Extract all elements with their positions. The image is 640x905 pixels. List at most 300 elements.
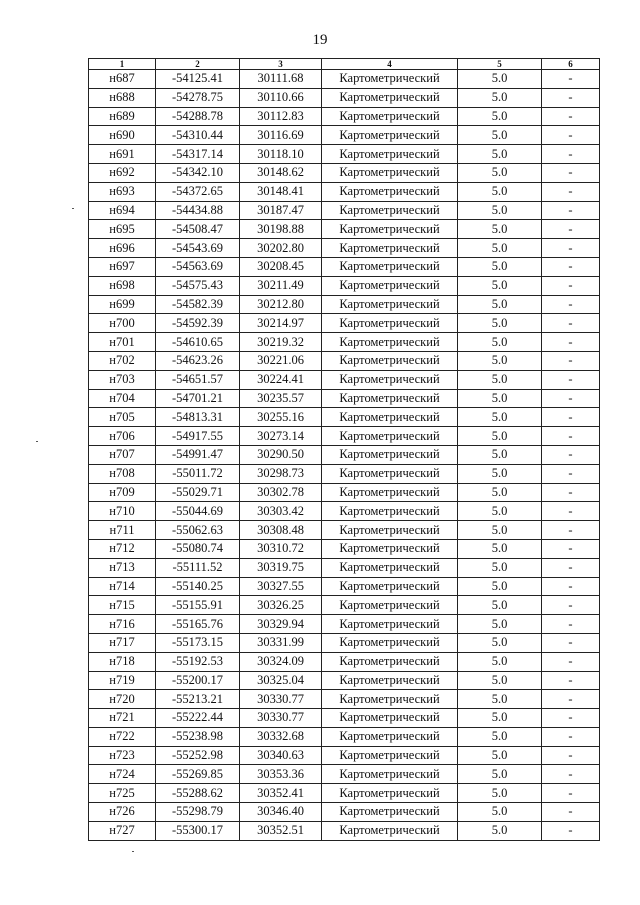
accuracy-cell: 5.0 [458,88,542,107]
accuracy-cell: 5.0 [458,408,542,427]
note-cell: - [542,821,600,840]
x-coordinate-cell: -54623.26 [156,351,240,370]
method-cell: Картометрический [322,483,458,502]
note-cell: - [542,709,600,728]
x-coordinate-cell: -54543.69 [156,239,240,258]
accuracy-cell: 5.0 [458,314,542,333]
y-coordinate-cell: 30329.94 [240,615,322,634]
point-id-cell: н703 [89,370,156,389]
x-coordinate-cell: -54508.47 [156,220,240,239]
point-id-cell: н693 [89,182,156,201]
point-id-cell: н694 [89,201,156,220]
y-coordinate-cell: 30235.57 [240,389,322,408]
method-cell: Картометрический [322,370,458,389]
y-coordinate-cell: 30224.41 [240,370,322,389]
method-cell: Картометрический [322,615,458,634]
accuracy-cell: 5.0 [458,615,542,634]
note-cell: - [542,276,600,295]
point-id-cell: н709 [89,483,156,502]
table-row [89,577,600,596]
method-cell: Картометрический [322,257,458,276]
note-cell: - [542,803,600,822]
x-coordinate-cell: -55298.79 [156,803,240,822]
point-id-cell: н705 [89,408,156,427]
table-row [89,483,600,502]
table-row [89,126,600,145]
page-number: 19 [312,32,328,48]
note-cell: - [542,765,600,784]
note-cell: - [542,427,600,446]
note-cell: - [542,70,600,89]
x-coordinate-cell: -55029.71 [156,483,240,502]
y-coordinate-cell: 30112.83 [240,107,322,126]
table-row [89,445,600,464]
method-cell: Картометрический [322,182,458,201]
method-cell: Картометрический [322,690,458,709]
point-id-cell: н717 [89,633,156,652]
y-coordinate-cell: 30214.97 [240,314,322,333]
y-coordinate-cell: 30208.45 [240,257,322,276]
point-id-cell: н715 [89,596,156,615]
table-row [89,746,600,765]
point-id-cell: н698 [89,276,156,295]
point-id-cell: н689 [89,107,156,126]
method-cell: Картометрический [322,427,458,446]
accuracy-cell: 5.0 [458,727,542,746]
note-cell: - [542,163,600,182]
y-coordinate-cell: 30148.62 [240,163,322,182]
y-coordinate-cell: 30332.68 [240,727,322,746]
column-header-accuracy: 5 [458,59,542,70]
note-cell: - [542,727,600,746]
y-coordinate-cell: 30327.55 [240,577,322,596]
table-row [89,107,600,126]
table-row [89,295,600,314]
x-coordinate-cell: -55222.44 [156,709,240,728]
note-cell: - [542,483,600,502]
table-row [89,709,600,728]
note-cell: - [542,220,600,239]
x-coordinate-cell: -55213.21 [156,690,240,709]
method-cell: Картометрический [322,295,458,314]
method-cell: Картометрический [322,88,458,107]
accuracy-cell: 5.0 [458,257,542,276]
note-cell: - [542,746,600,765]
note-cell: - [542,633,600,652]
table-row [89,784,600,803]
method-cell: Картометрический [322,145,458,164]
accuracy-cell: 5.0 [458,70,542,89]
x-coordinate-cell: -54813.31 [156,408,240,427]
x-coordinate-cell: -55192.53 [156,652,240,671]
note-cell: - [542,521,600,540]
method-cell: Картометрический [322,539,458,558]
coordinates-table [88,58,600,841]
point-id-cell: н708 [89,464,156,483]
point-id-cell: н720 [89,690,156,709]
method-cell: Картометрический [322,727,458,746]
y-coordinate-cell: 30110.66 [240,88,322,107]
x-coordinate-cell: -55238.98 [156,727,240,746]
point-id-cell: н701 [89,333,156,352]
y-coordinate-cell: 30346.40 [240,803,322,822]
y-coordinate-cell: 30324.09 [240,652,322,671]
x-coordinate-cell: -55080.74 [156,539,240,558]
y-coordinate-cell: 30273.14 [240,427,322,446]
table-row [89,239,600,258]
note-cell: - [542,784,600,803]
y-coordinate-cell: 30116.69 [240,126,322,145]
x-coordinate-cell: -55011.72 [156,464,240,483]
y-coordinate-cell: 30148.41 [240,182,322,201]
accuracy-cell: 5.0 [458,389,542,408]
x-coordinate-cell: -54991.47 [156,445,240,464]
table-row [89,257,600,276]
table-row [89,596,600,615]
x-coordinate-cell: -54917.55 [156,427,240,446]
table-row [89,690,600,709]
note-cell: - [542,182,600,201]
y-coordinate-cell: 30326.25 [240,596,322,615]
accuracy-cell: 5.0 [458,239,542,258]
table-row [89,652,600,671]
accuracy-cell: 5.0 [458,333,542,352]
point-id-cell: н710 [89,502,156,521]
column-header-x: 2 [156,59,240,70]
method-cell: Картометрический [322,521,458,540]
method-cell: Картометрический [322,239,458,258]
y-coordinate-cell: 30298.73 [240,464,322,483]
point-id-cell: н707 [89,445,156,464]
point-id-cell: н712 [89,539,156,558]
method-cell: Картометрический [322,220,458,239]
note-cell: - [542,408,600,427]
accuracy-cell: 5.0 [458,220,542,239]
point-id-cell: н714 [89,577,156,596]
method-cell: Картометрический [322,746,458,765]
y-coordinate-cell: 30290.50 [240,445,322,464]
point-id-cell: н690 [89,126,156,145]
note-cell: - [542,239,600,258]
point-id-cell: н699 [89,295,156,314]
note-cell: - [542,671,600,690]
y-coordinate-cell: 30302.78 [240,483,322,502]
x-coordinate-cell: -55155.91 [156,596,240,615]
note-cell: - [542,295,600,314]
method-cell: Картометрический [322,445,458,464]
accuracy-cell: 5.0 [458,577,542,596]
accuracy-cell: 5.0 [458,351,542,370]
x-coordinate-cell: -54651.57 [156,370,240,389]
y-coordinate-cell: 30221.06 [240,351,322,370]
x-coordinate-cell: -54575.43 [156,276,240,295]
method-cell: Картометрический [322,652,458,671]
x-coordinate-cell: -54310.44 [156,126,240,145]
scan-speck [72,208,74,209]
accuracy-cell: 5.0 [458,652,542,671]
table-row [89,220,600,239]
scan-speck [36,441,38,442]
table-row [89,389,600,408]
accuracy-cell: 5.0 [458,145,542,164]
accuracy-cell: 5.0 [458,107,542,126]
point-id-cell: н704 [89,389,156,408]
accuracy-cell: 5.0 [458,295,542,314]
y-coordinate-cell: 30111.68 [240,70,322,89]
table-row [89,671,600,690]
note-cell: - [542,257,600,276]
accuracy-cell: 5.0 [458,671,542,690]
point-id-cell: н725 [89,784,156,803]
point-id-cell: н716 [89,615,156,634]
y-coordinate-cell: 30255.16 [240,408,322,427]
x-coordinate-cell: -55269.85 [156,765,240,784]
scan-speck [132,851,134,852]
y-coordinate-cell: 30352.41 [240,784,322,803]
table-row [89,70,600,89]
note-cell: - [542,107,600,126]
accuracy-cell: 5.0 [458,596,542,615]
table-row [89,408,600,427]
accuracy-cell: 5.0 [458,690,542,709]
x-coordinate-cell: -55288.62 [156,784,240,803]
y-coordinate-cell: 30303.42 [240,502,322,521]
method-cell: Картометрический [322,803,458,822]
accuracy-cell: 5.0 [458,126,542,145]
note-cell: - [542,351,600,370]
method-cell: Картометрический [322,163,458,182]
x-coordinate-cell: -55165.76 [156,615,240,634]
note-cell: - [542,445,600,464]
column-header-point: 1 [89,59,156,70]
accuracy-cell: 5.0 [458,521,542,540]
accuracy-cell: 5.0 [458,427,542,446]
column-header-note: 6 [542,59,600,70]
note-cell: - [542,690,600,709]
table-row [89,821,600,840]
column-header-method: 4 [322,59,458,70]
point-id-cell: н724 [89,765,156,784]
accuracy-cell: 5.0 [458,784,542,803]
accuracy-cell: 5.0 [458,803,542,822]
note-cell: - [542,201,600,220]
note-cell: - [542,370,600,389]
x-coordinate-cell: -55173.15 [156,633,240,652]
method-cell: Картометрический [322,107,458,126]
x-coordinate-cell: -55044.69 [156,502,240,521]
x-coordinate-cell: -54701.21 [156,389,240,408]
note-cell: - [542,558,600,577]
note-cell: - [542,88,600,107]
table-row [89,314,600,333]
point-id-cell: н706 [89,427,156,446]
note-cell: - [542,333,600,352]
point-id-cell: н691 [89,145,156,164]
y-coordinate-cell: 30331.99 [240,633,322,652]
y-coordinate-cell: 30211.49 [240,276,322,295]
method-cell: Картометрический [322,201,458,220]
table-row [89,615,600,634]
x-coordinate-cell: -54317.14 [156,145,240,164]
table-row [89,521,600,540]
note-cell: - [542,577,600,596]
method-cell: Картометрический [322,577,458,596]
method-cell: Картометрический [322,126,458,145]
y-coordinate-cell: 30325.04 [240,671,322,690]
method-cell: Картометрический [322,633,458,652]
method-cell: Картометрический [322,351,458,370]
method-cell: Картометрический [322,558,458,577]
x-coordinate-cell: -54342.10 [156,163,240,182]
note-cell: - [542,652,600,671]
y-coordinate-cell: 30352.51 [240,821,322,840]
x-coordinate-cell: -55140.25 [156,577,240,596]
point-id-cell: н702 [89,351,156,370]
note-cell: - [542,145,600,164]
table-body [89,70,600,841]
point-id-cell: н695 [89,220,156,239]
y-coordinate-cell: 30308.48 [240,521,322,540]
y-coordinate-cell: 30219.32 [240,333,322,352]
x-coordinate-cell: -54592.39 [156,314,240,333]
table-row [89,464,600,483]
note-cell: - [542,539,600,558]
point-id-cell: н697 [89,257,156,276]
method-cell: Картометрический [322,408,458,427]
y-coordinate-cell: 30212.80 [240,295,322,314]
x-coordinate-cell: -54288.78 [156,107,240,126]
x-coordinate-cell: -54582.39 [156,295,240,314]
accuracy-cell: 5.0 [458,483,542,502]
table-row [89,88,600,107]
y-coordinate-cell: 30330.77 [240,690,322,709]
point-id-cell: н711 [89,521,156,540]
accuracy-cell: 5.0 [458,464,542,483]
method-cell: Картометрический [322,784,458,803]
note-cell: - [542,314,600,333]
table-header-row [89,59,600,70]
accuracy-cell: 5.0 [458,370,542,389]
point-id-cell: н723 [89,746,156,765]
note-cell: - [542,502,600,521]
x-coordinate-cell: -54125.41 [156,70,240,89]
x-coordinate-cell: -55300.17 [156,821,240,840]
accuracy-cell: 5.0 [458,182,542,201]
table-row [89,351,600,370]
method-cell: Картометрический [322,709,458,728]
accuracy-cell: 5.0 [458,445,542,464]
point-id-cell: н721 [89,709,156,728]
y-coordinate-cell: 30310.72 [240,539,322,558]
accuracy-cell: 5.0 [458,821,542,840]
x-coordinate-cell: -54278.75 [156,88,240,107]
method-cell: Картометрический [322,333,458,352]
point-id-cell: н719 [89,671,156,690]
table-row [89,163,600,182]
table-row [89,201,600,220]
accuracy-cell: 5.0 [458,633,542,652]
point-id-cell: н696 [89,239,156,258]
accuracy-cell: 5.0 [458,765,542,784]
point-id-cell: н727 [89,821,156,840]
table-row [89,803,600,822]
x-coordinate-cell: -54434.88 [156,201,240,220]
point-id-cell: н687 [89,70,156,89]
y-coordinate-cell: 30353.36 [240,765,322,784]
table-row [89,276,600,295]
method-cell: Картометрический [322,502,458,521]
accuracy-cell: 5.0 [458,163,542,182]
table-row [89,727,600,746]
method-cell: Картометрический [322,389,458,408]
table-row [89,145,600,164]
method-cell: Картометрический [322,671,458,690]
method-cell: Картометрический [322,70,458,89]
point-id-cell: н718 [89,652,156,671]
method-cell: Картометрический [322,314,458,333]
method-cell: Картометрический [322,596,458,615]
x-coordinate-cell: -54372.65 [156,182,240,201]
point-id-cell: н692 [89,163,156,182]
x-coordinate-cell: -54563.69 [156,257,240,276]
table-row [89,370,600,389]
accuracy-cell: 5.0 [458,502,542,521]
table-row [89,502,600,521]
point-id-cell: н713 [89,558,156,577]
x-coordinate-cell: -55200.17 [156,671,240,690]
point-id-cell: н688 [89,88,156,107]
method-cell: Картометрический [322,821,458,840]
table-row [89,558,600,577]
point-id-cell: н722 [89,727,156,746]
table-row [89,182,600,201]
point-id-cell: н700 [89,314,156,333]
x-coordinate-cell: -55062.63 [156,521,240,540]
column-header-y: 3 [240,59,322,70]
method-cell: Картометрический [322,464,458,483]
accuracy-cell: 5.0 [458,709,542,728]
y-coordinate-cell: 30187.47 [240,201,322,220]
accuracy-cell: 5.0 [458,558,542,577]
method-cell: Картометрический [322,276,458,295]
y-coordinate-cell: 30118.10 [240,145,322,164]
note-cell: - [542,126,600,145]
table-row [89,765,600,784]
y-coordinate-cell: 30202.80 [240,239,322,258]
accuracy-cell: 5.0 [458,539,542,558]
x-coordinate-cell: -54610.65 [156,333,240,352]
y-coordinate-cell: 30198.88 [240,220,322,239]
table-row [89,633,600,652]
accuracy-cell: 5.0 [458,746,542,765]
method-cell: Картометрический [322,765,458,784]
table-row [89,333,600,352]
note-cell: - [542,615,600,634]
y-coordinate-cell: 30319.75 [240,558,322,577]
x-coordinate-cell: -55111.52 [156,558,240,577]
table-row [89,539,600,558]
accuracy-cell: 5.0 [458,276,542,295]
point-id-cell: н726 [89,803,156,822]
y-coordinate-cell: 30330.77 [240,709,322,728]
accuracy-cell: 5.0 [458,201,542,220]
x-coordinate-cell: -55252.98 [156,746,240,765]
note-cell: - [542,389,600,408]
y-coordinate-cell: 30340.63 [240,746,322,765]
table-row [89,427,600,446]
note-cell: - [542,464,600,483]
note-cell: - [542,596,600,615]
